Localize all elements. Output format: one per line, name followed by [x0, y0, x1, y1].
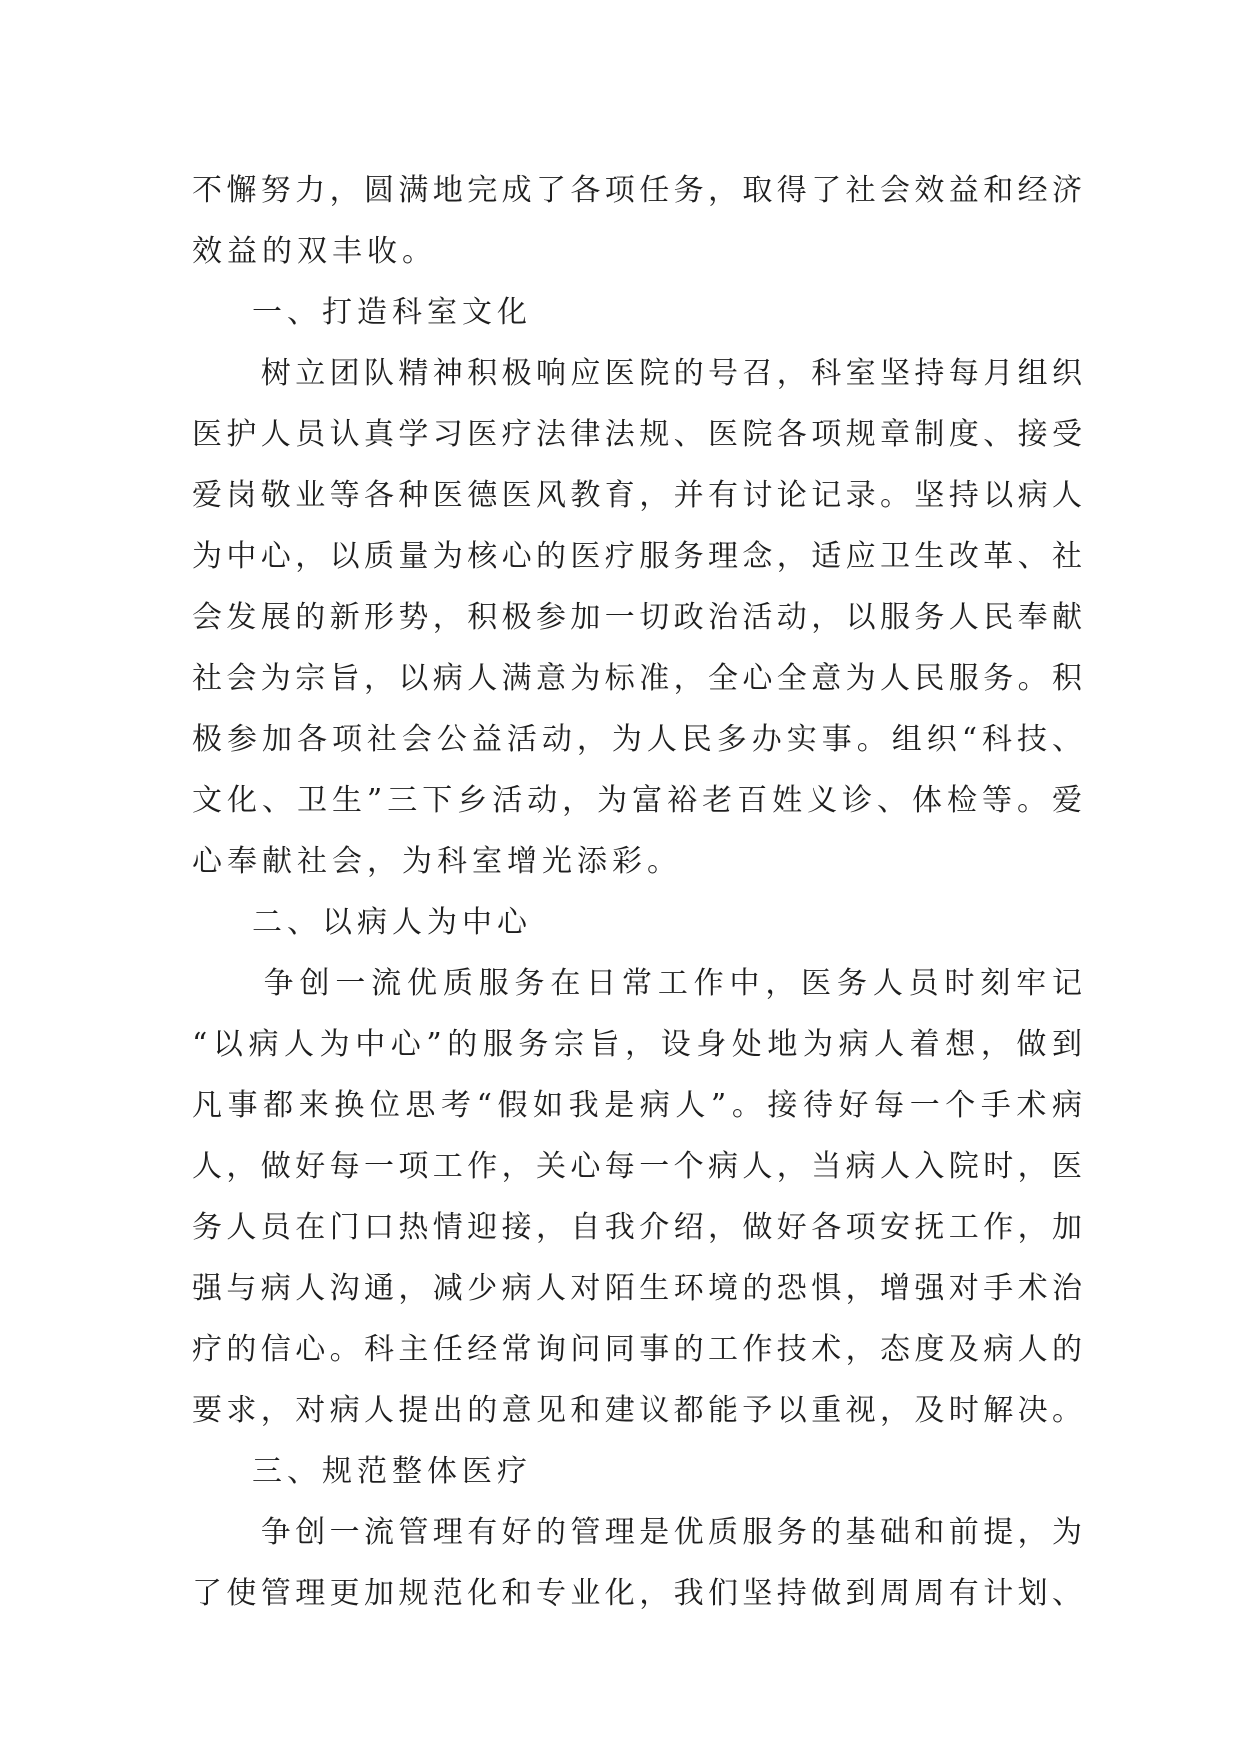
text-line: 极参加各项社会公益活动，为人民多办实事。组织“科技、: [192, 722, 1082, 757]
text-line: 不懈努力，圆满地完成了各项任务，取得了社会效益和经济: [192, 173, 1082, 208]
text-line: 争创一流优质服务在日常工作中，医务人员时刻牢记: [192, 966, 1082, 1001]
text-line: 爱岗敬业等各种医德医风教育，并有讨论记录。坚持以病人: [192, 478, 1082, 513]
text-line: 人，做好每一项工作，关心每一个病人，当病人入院时，医: [192, 1149, 1082, 1184]
text-line: 强与病人沟通，减少病人对陌生环境的恐惧，增强对手术治: [192, 1271, 1082, 1306]
section-heading: 三、规范整体医疗: [252, 1454, 532, 1489]
text-line: 医护人员认真学习医疗法律法规、医院各项规章制度、接受: [192, 417, 1082, 452]
text-line: 社会为宗旨，以病人满意为标准，全心全意为人民服务。积: [192, 661, 1082, 696]
text-line: 会发展的新形势，积极参加一切政治活动，以服务人民奉献: [192, 600, 1082, 635]
text-line: 心奉献社会，为科室增光添彩。: [192, 844, 682, 879]
section-heading: 一、打造科室文化: [252, 295, 532, 330]
text-line: 务人员在门口热情迎接，自我介绍，做好各项安抚工作，加: [192, 1210, 1082, 1245]
text-line: 凡事都来换位思考“假如我是病人”。接待好每一个手术病: [192, 1088, 1082, 1123]
text-line: “以病人为中心”的服务宗旨，设身处地为病人着想，做到: [192, 1027, 1082, 1062]
text-line: 争创一流管理有好的管理是优质服务的基础和前提，为: [192, 1515, 1082, 1550]
section-heading: 二、以病人为中心: [252, 905, 532, 940]
text-line: 了使管理更加规范化和专业化，我们坚持做到周周有计划、: [192, 1576, 1082, 1611]
text-line: 树立团队精神积极响应医院的号召，科室坚持每月组织: [192, 356, 1082, 391]
text-line: 要求，对病人提出的意见和建议都能予以重视，及时解决。: [192, 1393, 1082, 1428]
text-line: 文化、卫生”三下乡活动，为富裕老百姓义诊、体检等。爱: [192, 783, 1082, 818]
body-text: [192, 160, 1082, 1624]
text-line: 为中心，以质量为核心的医疗服务理念，适应卫生改革、社: [192, 539, 1082, 574]
text-line: 效益的双丰收。: [192, 234, 437, 269]
text-line: 疗的信心。科主任经常询问同事的工作技术，态度及病人的: [192, 1332, 1082, 1367]
